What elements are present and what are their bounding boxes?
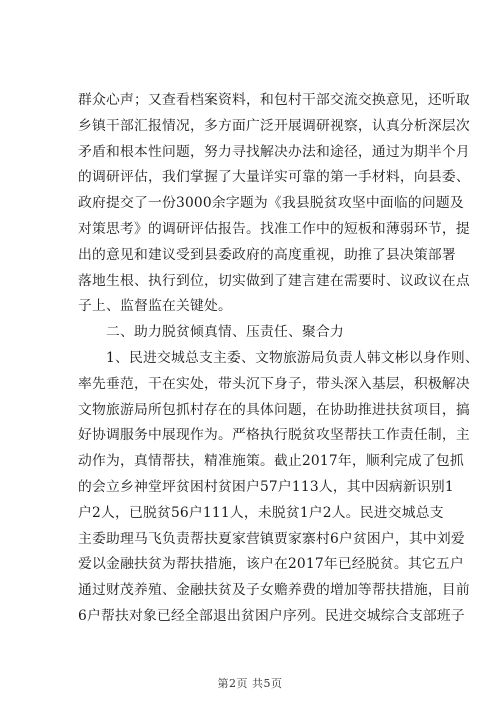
page-number-footer: 第2页 共5页 <box>217 677 283 690</box>
text-line: 政府提交了一份3000余字题为《我县脱贫攻坚中面临的问题及 <box>78 195 464 212</box>
paragraph-first-line: 1、民进交城总支主委、文物旅游局负责人韩文彬以身作则、 <box>106 349 479 366</box>
text-line: 爱以金融扶贫为帮扶措施，该户在2017年已经脱贫。其它五户 <box>78 556 464 573</box>
text-line: 落地生根、执行到位，切实做到了建言建在需要时、议政议在点 <box>78 272 470 289</box>
text-line: 通过财茂养殖、金融扶贫及子女赡养费的增加等帮扶措施，目前 <box>78 582 470 599</box>
text-line: 矛盾和根本性问题，努力寻找解决办法和途径，通过为期半个月 <box>78 143 470 160</box>
text-line: 的会立乡神堂坪贫困村贫困户57户113人，其中因病新识别1 <box>78 478 454 495</box>
text-line: 对策思考》的调研评估报告。找准工作中的短板和薄弱环节，提 <box>78 220 470 237</box>
text-line: 出的意见和建议受到县委政府的高度重视，助推了县决策部署 <box>78 246 456 263</box>
section-heading: 二、助力脱贫倾真情、压责任、聚合力 <box>106 324 344 341</box>
document-body <box>78 88 479 630</box>
text-line: 好协调服务中展现作为。严格执行脱贫攻坚帮扶工作责任制，主 <box>78 427 470 444</box>
text-line: 率先垂范，干在实处，带头沉下身子，带头深入基层，积极解决 <box>78 375 470 392</box>
text-line: 文物旅游局所包抓村存在的具体问题，在协助推进扶贫项目，搞 <box>78 401 470 418</box>
text-line: 动作为，真情帮扶，精准施策。截止2017年，顺利完成了包抓 <box>78 453 464 470</box>
text-line: 的调研评估，我们掌握了大量详实可靠的第一手材料，向县委、 <box>78 169 470 186</box>
text-line: 户2人，已脱贫56户111人，未脱贫1户2人。民进交城总支 <box>78 504 444 521</box>
text-line: 子上、监督监在关键处。 <box>78 298 232 315</box>
text-line: 6户帮扶对象已经全部退出贫困户序列。民进交城综合支部班子 <box>78 607 465 624</box>
text-line: 主委助理马飞负责帮扶夏家营镇贾家寨村6户贫困户，其中刘爱 <box>78 530 465 547</box>
text-line: 群众心声；又查看档案资料，和包村干部交流交换意见，还听取 <box>78 92 470 108</box>
text-line: 乡镇干部汇报情况，多方面广泛开展调研视察，认真分析深层次 <box>78 117 470 134</box>
